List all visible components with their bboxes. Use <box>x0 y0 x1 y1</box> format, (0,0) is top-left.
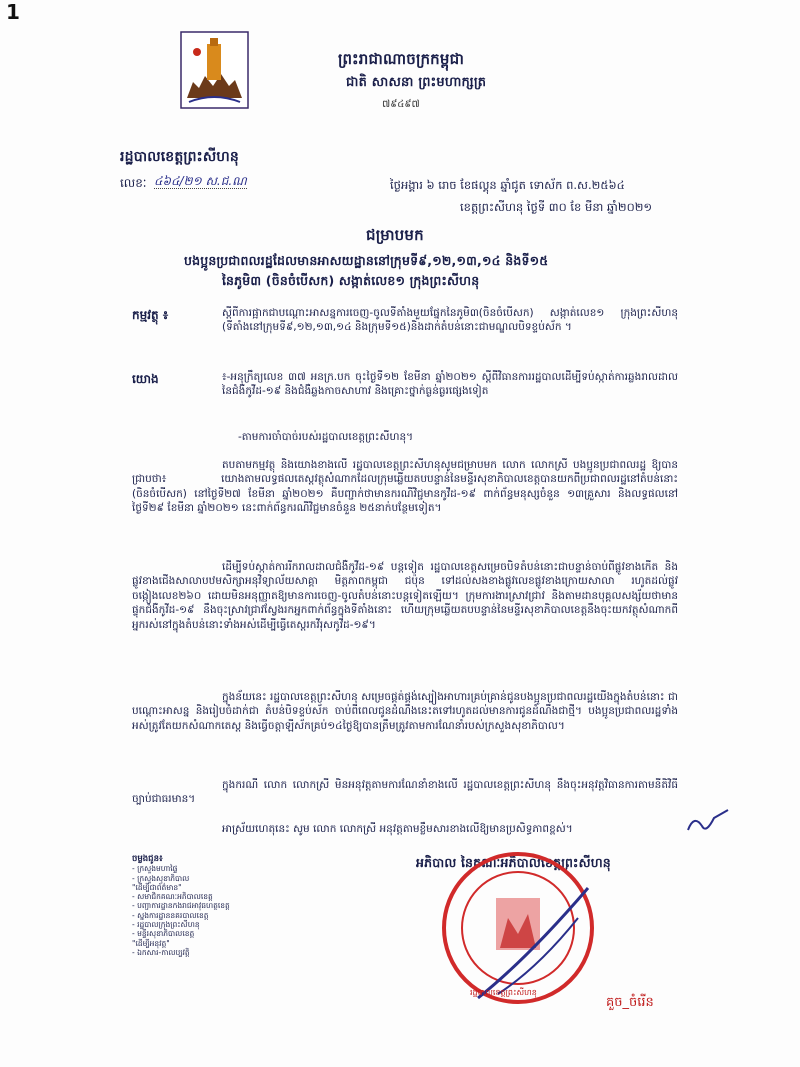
subject-label: កម្មវត្ថុ ៖ <box>132 308 169 322</box>
body-paragraph-2: ដើម្បីទប់ស្កាត់ការរីករាលដាលជំងឺកូវីដ-១៩ បន្តទៀត រដ្ឋបាលខេត្តសម្រេចបិទតំបន់នោះជាបន្ទាន់ចាប់ពីផ្លូវខាងកើត និងផ្លូវខាងជើងសាលាបឋមសិក្សាអនុវិទ្យាល័យសាគ្គា មិត្តភាពកម្ពុជា ជប៉ុន ទៅដល់សងខាងផ្លូវលេខផ្លូវខាងក្រោយសាលា រហូតដល់ផ្លូវចង្កៀងលេខ២៦០ ដោយមិនអនុញ្ញាតឱ្យមានការចេញ-ចូលតំបន់នោះបន្តទៀតឡើយ។ ក្រុមការងារស្រាវជ្រាវ និងតាមដានបុគ្គលសង្ស័យថាមានផ្ទុកជំងឺកូវីដ-១៩ នឹងចុះស្រាវជ្រាវស្វែងរកអ្នកពាក់ព័ន្ធក្នុងទីតាំងនោះ ហើយក្រុមឆ្លើយតបបន្ទាន់នៃមន្ទីរសុខាភិបាលខេត្តនឹងចុះយកវត្ថុសំណាកពីអ្នករស់នៅក្នុងតំបន់នោះទាំងអស់ដើម្បីធ្វើតេស្តរកវីរុសកូវីដ-១៩។ <box>132 561 678 631</box>
cc-label: ចម្លងជូន៖ <box>132 854 163 864</box>
issuer-number-value: ៤៦៤/២១ ស.ជ.ណ <box>154 174 247 188</box>
cc-item: - ក្រសួងមហាផ្ទៃ <box>132 864 178 874</box>
cc-item: - បញ្ជាការដ្ឋានកងរាជអាវុធហត្ថខេត្ត <box>132 901 230 911</box>
body-paragraph-1: តបតាមកម្មវត្ថុ និងយោងខាងលើ រដ្ឋបាលខេត្តព្រះសីហនុសូមជម្រាបមក លោក លោកស្រី បងប្អូនប្រជាពលរដ្ឋ ឱ្យបានជ្រាបថា៖ យោងតាមលទ្ធផលតេស្តវត្ថុសំណាកដែលក្រុមឆ្លើយតបបន្ទាន់នៃមន្ទីរសុខាភិបាលខេត្តបានយកពីប្រជាពលរដ្ឋនៅតំបន់នោះ (ចិនចំបើសក) នៅថ្ងៃទី២៧ ខែមីនា ឆ្នាំ២០២១ គឺបញ្ជាក់ថាមានករណីវិជ្ជមានកូវីដ-១៩ ពាក់ព័ន្ធមនុស្សចំនួន ១៣គ្រួសារ និងលទ្ធផលនៅថ្ងៃទី២៩ ខែមីនា ឆ្នាំ២០២១ នេះពាក់ព័ន្ធករណីវិជ្ជមានចំនួន ២៥នាក់បន្ថែមទៀត។ <box>132 459 678 515</box>
date-solar: ខេត្តព្រះសីហនុ ថ្ងៃទី ៣០ ខែ មីនា ឆ្នាំ២០២១ <box>460 200 653 214</box>
header-kingdom: ព្រះរាជាណាចក្រកម្ពុជា <box>338 50 465 68</box>
subject-text: ស្តីពីការផ្អាកជាបណ្តោះអាសន្នការចេញ-ចូលទីតាំងមួយផ្នែកនៃភូមិ៣(ចិនចំបើសក) សង្កាត់លេខ១ ក្រុងព្រះសីហនុ (ទីតាំងនៅក្រុមទី៩,១២,១៣,១៤ និងក្រុមទី១៥)និងដាក់តំបន់នោះជាមណ្ឌលបិទខ្ទប់ស័ក ។ <box>222 307 678 334</box>
cc-item: - រដ្ឋបាលក្រុងព្រះសីហនុ <box>132 920 200 930</box>
cc-item: - ស្នងការដ្ឋាននគរបាលខេត្ត <box>132 910 209 920</box>
cc-item: "ដើម្បីជាព័ត៌មាន" <box>132 882 182 892</box>
reference-item-1: ៖-អនុក្រឹត្យលេខ ៣៧ អនក្រ.បក ចុះថ្ងៃទី១២ ខែមីនា ឆ្នាំ២០២១ ស្តីពីវិធានការរដ្ឋបាលដើម្បីទប់ស្កាត់ការឆ្លងរាលដាលនៃជំងឺកូវីដ-១៩ និងជំងឺឆ្លងកាចសាហាវ និងគ្រោះថ្នាក់ធ្ងន់ធ្ងរផ្សេងទៀត <box>222 371 678 398</box>
initial-mark-icon <box>684 808 734 838</box>
reference-item-2: -តាមការចាំបាច់របស់រដ្ឋបាលខេត្តព្រះសីហនុ។ <box>238 431 414 443</box>
body-paragraph-4: ក្នុងករណី លោក លោកស្រី មិនអនុវត្តតាមការណែនាំខាងលើ រដ្ឋបាលខេត្តព្រះសីហនុ នឹងចុះអនុវត្តវិធានការតាមនីតិវិធីច្បាប់ជាធរមាន។ <box>132 779 678 806</box>
signatory-name: គួច_ចំរើន <box>606 995 654 1010</box>
issuer-number-label: លេខៈ <box>120 176 147 190</box>
notice-heading: ជម្រាបមក <box>366 226 424 244</box>
body-paragraph-5: អាស្រ័យហេតុនេះ សូម លោក លោកស្រី អនុវត្តតាមខ្លឹមសារខាងលើឱ្យមានប្រសិទ្ធភាពខ្ពស់។ <box>222 823 573 835</box>
seal-text: រដ្ឋបាលខេត្តព្រះសីហនុ <box>470 988 537 997</box>
body-paragraph-3: ក្នុងន័យនេះ រដ្ឋបាលខេត្តព្រះសីហនុ សម្រេចផ្គត់ផ្គង់ស្បៀងអាហារគ្រប់គ្រាន់ជូនបងប្អូនប្រជាពលរដ្ឋយើងក្នុងតំបន់នោះ ជាបណ្តោះអាសន្ន និងរៀបចំដាក់ជា តំបន់បិទខ្ទប់ស័ក ចាប់ពីពេលជូនដំណឹងនេះតទៅរហូតដល់មានការជូនដំណឹងជាថ្មី។ បងប្អូនប្រជាពលរដ្ឋទាំងអស់ត្រូវតែយកសំណាកតេស្ត និងធ្វើចត្តាឡីស័កគ្រប់១៤ថ្ងៃឱ្យបានត្រឹមត្រូវតាមការណែនាំរបស់ក្រសួងសុខាភិបាល។ <box>132 691 678 732</box>
header-motto: ជាតិ សាសនា ព្រះមហាក្សត្រ <box>346 75 487 90</box>
reference-label: យោង <box>132 372 159 386</box>
notice-title-line1: បងប្អូនប្រជាពលរដ្ឋដែលមានអាសយដ្ឋាននៅក្រុមទី៩,១២,១៣,១៤ និងទី១៥ <box>184 253 549 268</box>
cc-list <box>132 855 332 957</box>
province-emblem-icon <box>177 30 252 110</box>
issuer-name: រដ្ឋបាលខេត្តព្រះសីហនុ <box>120 149 239 165</box>
cc-item: - សមាជិកគណៈអភិបាលខេត្ត <box>132 892 213 902</box>
official-seal-icon <box>438 848 598 1008</box>
corner-mark: 1 <box>6 0 20 24</box>
cc-item: - មន្ទីរសុខាភិបាលខេត្ត <box>132 929 195 939</box>
signature-title: អភិបាល នៃគណៈអភិបាលខេត្តព្រះសីហនុ <box>416 855 611 870</box>
cc-item: "ដើម្បីអនុវត្ត" <box>132 938 170 948</box>
notice-title-line2: នៃភូមិ៣ (ចិនចំបើសក) សង្កាត់លេខ១ ក្រុងព្រះសីហនុ <box>222 273 480 288</box>
cc-item: - ឯកសារ-កាលប្បវត្តិ <box>132 947 190 957</box>
date-lunar: ថ្ងៃអង្គារ ៦ រោច ខែផល្គុន ឆ្នាំជូត ទោស័ក ព.ស.២៥៦៤ <box>390 178 625 192</box>
cc-item: - ក្រសួងសុខាភិបាល <box>132 873 190 883</box>
header-ornament: ៧៩៤៩៧ <box>382 99 420 110</box>
